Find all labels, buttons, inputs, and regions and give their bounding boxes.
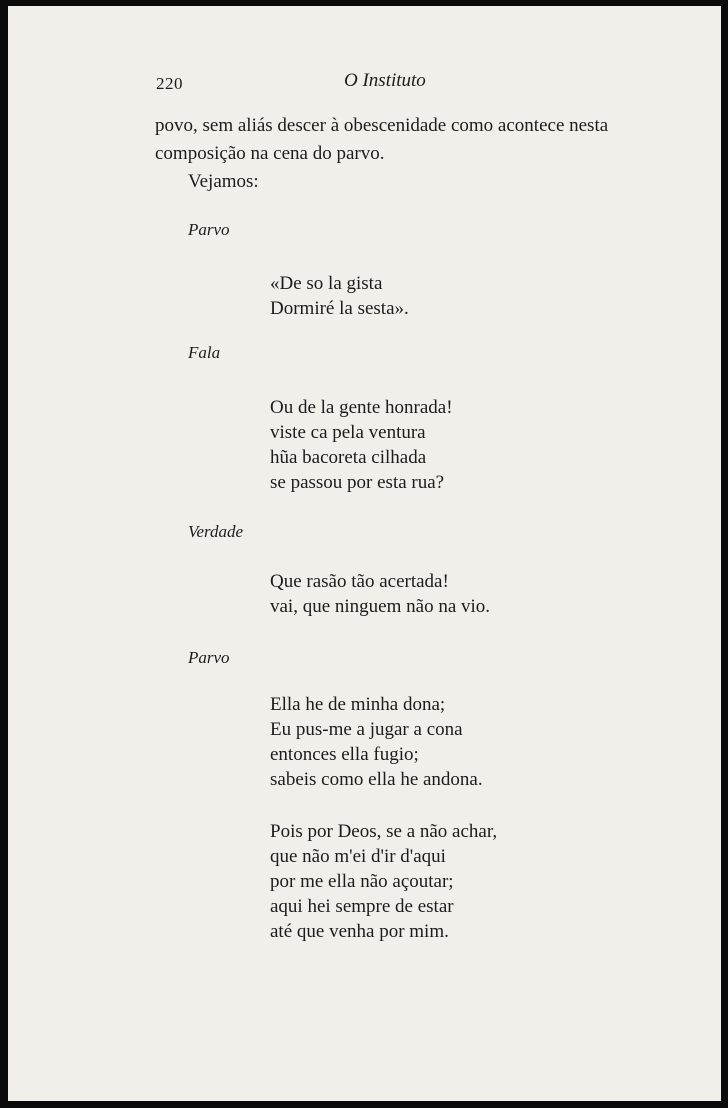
verse-stanza [270,569,490,619]
verse-line: por me ella não açoutar; [270,871,454,892]
verse-line: até que venha por mim. [270,921,449,942]
speaker-name: Fala [188,343,221,362]
verse-line: que não m'ei d'ir d'aqui [270,846,446,867]
verse-line: viste ca pela ventura [270,422,426,443]
speaker-name: Parvo [188,220,230,239]
verse-line: Dormiré la sesta». [270,298,409,319]
verse-stanza [270,271,409,321]
verse-line: entonces ella fugio; [270,744,419,765]
verse-line: «De so la gista [270,273,383,294]
verse-line: vai, que ninguem não na vio. [270,596,491,617]
verse-line: sabeis como ella he andona. [270,769,483,790]
intro-line: Vejamos: [188,171,259,192]
intro-line: composição na cena do parvo. [155,143,385,164]
verse-line: se passou por esta rua? [270,472,445,493]
book-page [8,6,721,1101]
verse-line: Pois por Deos, se a não achar, [270,821,498,842]
verse-line: Ella he de minha dona; [270,694,446,715]
verse-line: Ou de la gente honrada! [270,397,453,418]
speaker-name: Parvo [188,648,230,667]
verse-line: aqui hei sempre de estar [270,896,454,917]
speaker-name: Verdade [188,522,244,541]
verse-stanza [270,692,483,792]
verse-stanza [270,819,497,944]
verse-line: Eu pus-me a jugar a cona [270,719,463,740]
running-title: O Instituto [344,70,426,91]
page-number: 220 [156,74,183,93]
verse-line: hũa bacoreta cilhada [270,447,427,468]
intro-line: povo, sem aliás descer à obescenidade como acontece nesta [155,115,609,136]
verse-stanza [270,395,453,495]
verse-line: Que rasão tão acertada! [270,571,449,592]
